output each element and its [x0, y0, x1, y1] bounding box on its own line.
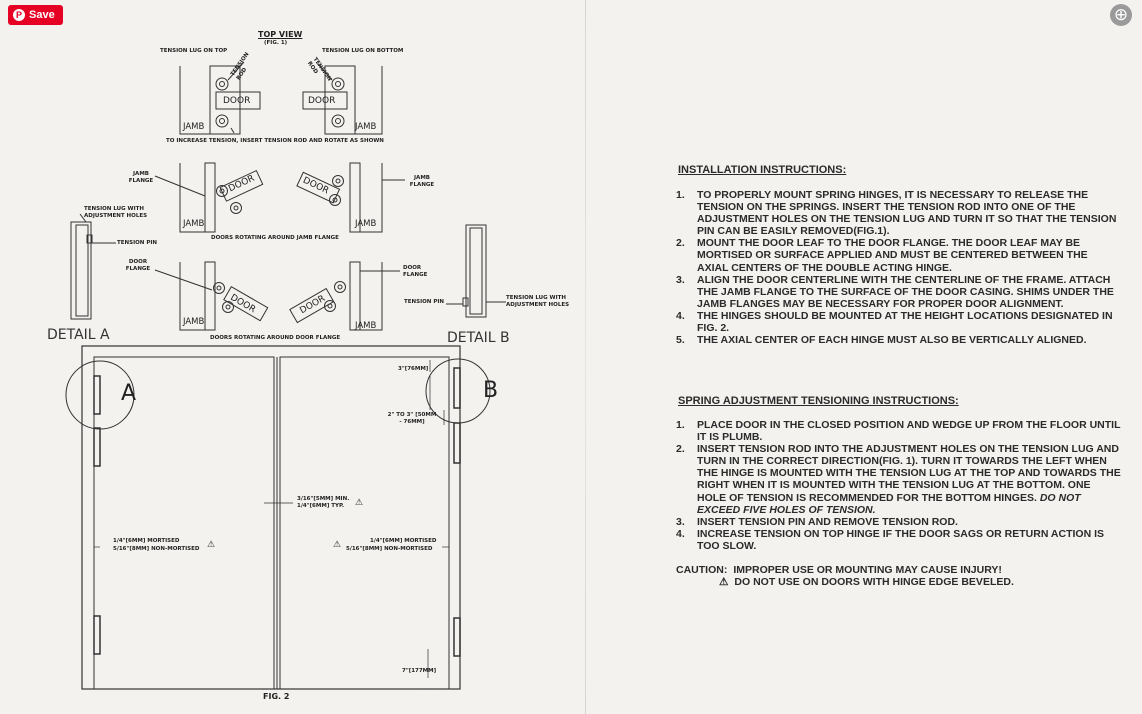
- dim-left-non: 5/16"[8MM] NON-MORTISED: [113, 546, 200, 552]
- spring-item-emphasis: DO NOT EXCEED FIVE HOLES OF TENSION.: [697, 491, 1081, 516]
- jamb-flange-label-left: JAMB FLANGE: [128, 171, 154, 184]
- installation-list: [676, 189, 1121, 346]
- tension-lug-holes-label-b: TENSION LUG WITH ADJUSTMENT HOLES: [506, 295, 570, 308]
- door-flange-label-right: DOOR FLANGE: [403, 265, 428, 278]
- installation-item-number: 1.: [676, 189, 685, 201]
- door-label-4: DOOR: [301, 175, 331, 197]
- detail-b-hinge: [446, 225, 506, 317]
- spring-item: [676, 528, 1121, 552]
- detail-a-label: DETAIL A: [47, 327, 110, 343]
- fig2-label: FIG. 2: [263, 692, 290, 701]
- dim-7in: 7"[177MM]: [402, 668, 437, 674]
- installation-item-text: ALIGN THE DOOR CENTERLINE WITH THE CENTERLINE OF THE FRAME. ATTACH THE JAMB FLANGE TO THE SURFACE OF THE DOOR CASING. SHIMS UNDER THE JAMB FLANGES MAY BE NECESSARY FOR PROPER DOOR ALIGNMENT.: [697, 273, 1114, 310]
- door-label-5: DOOR: [228, 292, 258, 316]
- rotating-jamb-caption: DOORS ROTATING AROUND JAMB FLANGE: [211, 235, 339, 241]
- warning-icon-right: ⚠: [333, 540, 342, 550]
- jamb-label-4: JAMB: [355, 219, 377, 229]
- door-label-6: DOOR: [298, 293, 328, 317]
- caution-line-1: IMPROPER USE OR MOUNTING MAY CAUSE INJURY!: [733, 564, 1002, 576]
- door-flange-right: [290, 262, 400, 330]
- installation-item: [676, 189, 1121, 237]
- dim-right-mortised: 1/4"[6MM] MORTISED: [370, 538, 437, 544]
- detail-a-hinge: [71, 214, 116, 319]
- spring-item-number: 3.: [676, 515, 685, 528]
- tension-lug-holes-label: TENSION LUG WITH ADJUSTMENT HOLES: [84, 206, 148, 219]
- dim-3in: 3"[76MM]: [398, 366, 429, 372]
- dim-gap: 3/16"[5MM] MIN. 1/4"[6MM] TYP.: [297, 496, 350, 509]
- tension-pin-label-b: TENSION PIN: [404, 299, 444, 305]
- jamb-flange-label-right: JAMB FLANGE: [409, 175, 435, 188]
- spring-item-number: 4.: [676, 527, 685, 540]
- jamb-label-5: JAMB: [183, 317, 205, 327]
- tension-rod-label-left: TENSION ROD: [229, 51, 251, 82]
- installation-item-text: MOUNT THE DOOR LEAF TO THE DOOR FLANGE. THE DOOR LEAF MAY BE MORTISED OR SURFACE APPLIED AND MUST BE CENTERED BETWEEN THE AXIAL CENTERS OF THE DOUBLE ACTING HINGE.: [697, 237, 1088, 274]
- spring-item-text: INSERT TENSION PIN AND REMOVE TENSION ROD.: [697, 515, 958, 528]
- page-fold: [585, 0, 586, 714]
- installation-item-text: TO PROPERLY MOUNT SPRING HINGES, IT IS NECESSARY TO RELEASE THE TENSION ON THE SPRINGS. INSERT THE TENSION ROD INTO ONE OF THE ADJUSTMENT HOLES ON THE TENSION LUG AND TURN IT SO THAT THE TENSION PIN CAN BE EASILY REMOVED(FIG.1).: [697, 189, 1117, 238]
- warning-icon-gap: ⚠: [355, 498, 364, 508]
- tension-lug-bottom-label: TENSION LUG ON BOTTOM: [322, 48, 404, 54]
- tension-lug-top-label: TENSION LUG ON TOP: [160, 48, 228, 54]
- installation-item: [676, 237, 1121, 273]
- tension-pin-label-a: TENSION PIN: [117, 240, 157, 246]
- spring-item-number: 2.: [676, 443, 685, 456]
- caution-block: [676, 564, 1014, 588]
- door-label-2: DOOR: [308, 96, 336, 106]
- jamb-label-1: JAMB: [183, 122, 205, 132]
- rotating-door-caption: DOORS ROTATING AROUND DOOR FLANGE: [210, 335, 341, 341]
- jamb-label-2: JAMB: [355, 122, 377, 132]
- door-label-3: DOOR: [227, 173, 257, 195]
- dimension-lines: [94, 360, 449, 689]
- spring-item-text: INCREASE TENSION ON TOP HINGE IF THE DOOR SAGS OR RETURN ACTION IS TOO SLOW.: [697, 527, 1105, 552]
- installation-item-number: 4.: [676, 309, 685, 322]
- installation-item-number: 2.: [676, 237, 685, 250]
- dim-left-mortised: 1/4"[6MM] MORTISED: [113, 538, 180, 544]
- door-flange-left: [155, 262, 268, 330]
- dim-2to3: 2" TO 3" [50MM - 76MM]: [387, 412, 437, 425]
- spring-item: [676, 419, 1121, 443]
- installation-item-text: THE HINGES SHOULD BE MOUNTED AT THE HEIGHT LOCATIONS DESIGNATED IN FIG. 2.: [697, 309, 1113, 335]
- save-label: Save: [29, 9, 55, 21]
- door-label-1: DOOR: [223, 96, 251, 106]
- top-view-title: TOP VIEW: [258, 30, 303, 39]
- jamb-flange-left: [155, 163, 263, 232]
- circle-b-label: B: [483, 378, 499, 403]
- installation-item: [676, 274, 1121, 310]
- fig1-label: (FIG. 1): [264, 40, 288, 46]
- warning-icon-caution: ⚠: [719, 576, 729, 589]
- installation-item-number: 3.: [676, 273, 685, 286]
- jamb-label-3: JAMB: [183, 219, 205, 229]
- increase-tension-caption: TO INCREASE TENSION, INSERT TENSION ROD AND ROTATE AS SHOWN: [166, 138, 384, 144]
- installation-item: [676, 334, 1121, 346]
- jamb-flange-right: [297, 163, 405, 232]
- circle-a-label: A: [121, 381, 137, 406]
- installation-heading: INSTALLATION INSTRUCTIONS:: [678, 164, 847, 176]
- caution-line-2: DO NOT USE ON DOORS WITH HINGE EDGE BEVELED.: [734, 576, 1014, 589]
- spring-item: [676, 443, 1121, 516]
- spring-heading: SPRING ADJUSTMENT TENSIONING INSTRUCTIONS:: [678, 395, 959, 407]
- installation-item: [676, 310, 1121, 334]
- installation-item-text: THE AXIAL CENTER OF EACH HINGE MUST ALSO BE VERTICALLY ALIGNED.: [697, 334, 1087, 347]
- jamb-label-6: JAMB: [355, 321, 377, 331]
- installation-item-number: 5.: [676, 334, 685, 347]
- dim-right-non: 5/16"[8MM] NON-MORTISED: [346, 546, 433, 552]
- spring-item: [676, 516, 1121, 528]
- door-flange-label-left: DOOR FLANGE: [125, 259, 151, 272]
- spring-item-text: PLACE DOOR IN THE CLOSED POSITION AND WEDGE UP FROM THE FLOOR UNTIL IT IS PLUMB.: [697, 419, 1121, 444]
- spring-item-text: INSERT TENSION ROD INTO THE ADJUSTMENT HOLES ON THE TENSION LUG AND TURN IN THE CORRECT DIRECTION(FIG. 1). TURN IT TOWARDS THE LEFT WHEN THE HINGE IS MOUNTED WITH THE TENSION LUG AT THE TOP AND TOWARDS THE RIGHT WHEN IT IS MOUNTED WITH THE TENSION LUG AT THE BOTTOM. ONE HOLE OF TENSION IS RECOMMENDED FOR THE BOTTOM HINGES.: [697, 443, 1121, 504]
- tension-rod-label-right: TENSION ROD: [306, 56, 333, 83]
- zoom-icon[interactable]: ⊕: [1110, 4, 1132, 26]
- pinterest-icon: P: [13, 9, 25, 21]
- spring-list: [676, 419, 1121, 552]
- caution-label: CAUTION:: [676, 564, 728, 576]
- spring-item-number: 1.: [676, 419, 685, 431]
- fig2-frame: [82, 346, 460, 689]
- detail-b-label: DETAIL B: [447, 330, 510, 346]
- warning-icon-left: ⚠: [207, 540, 216, 550]
